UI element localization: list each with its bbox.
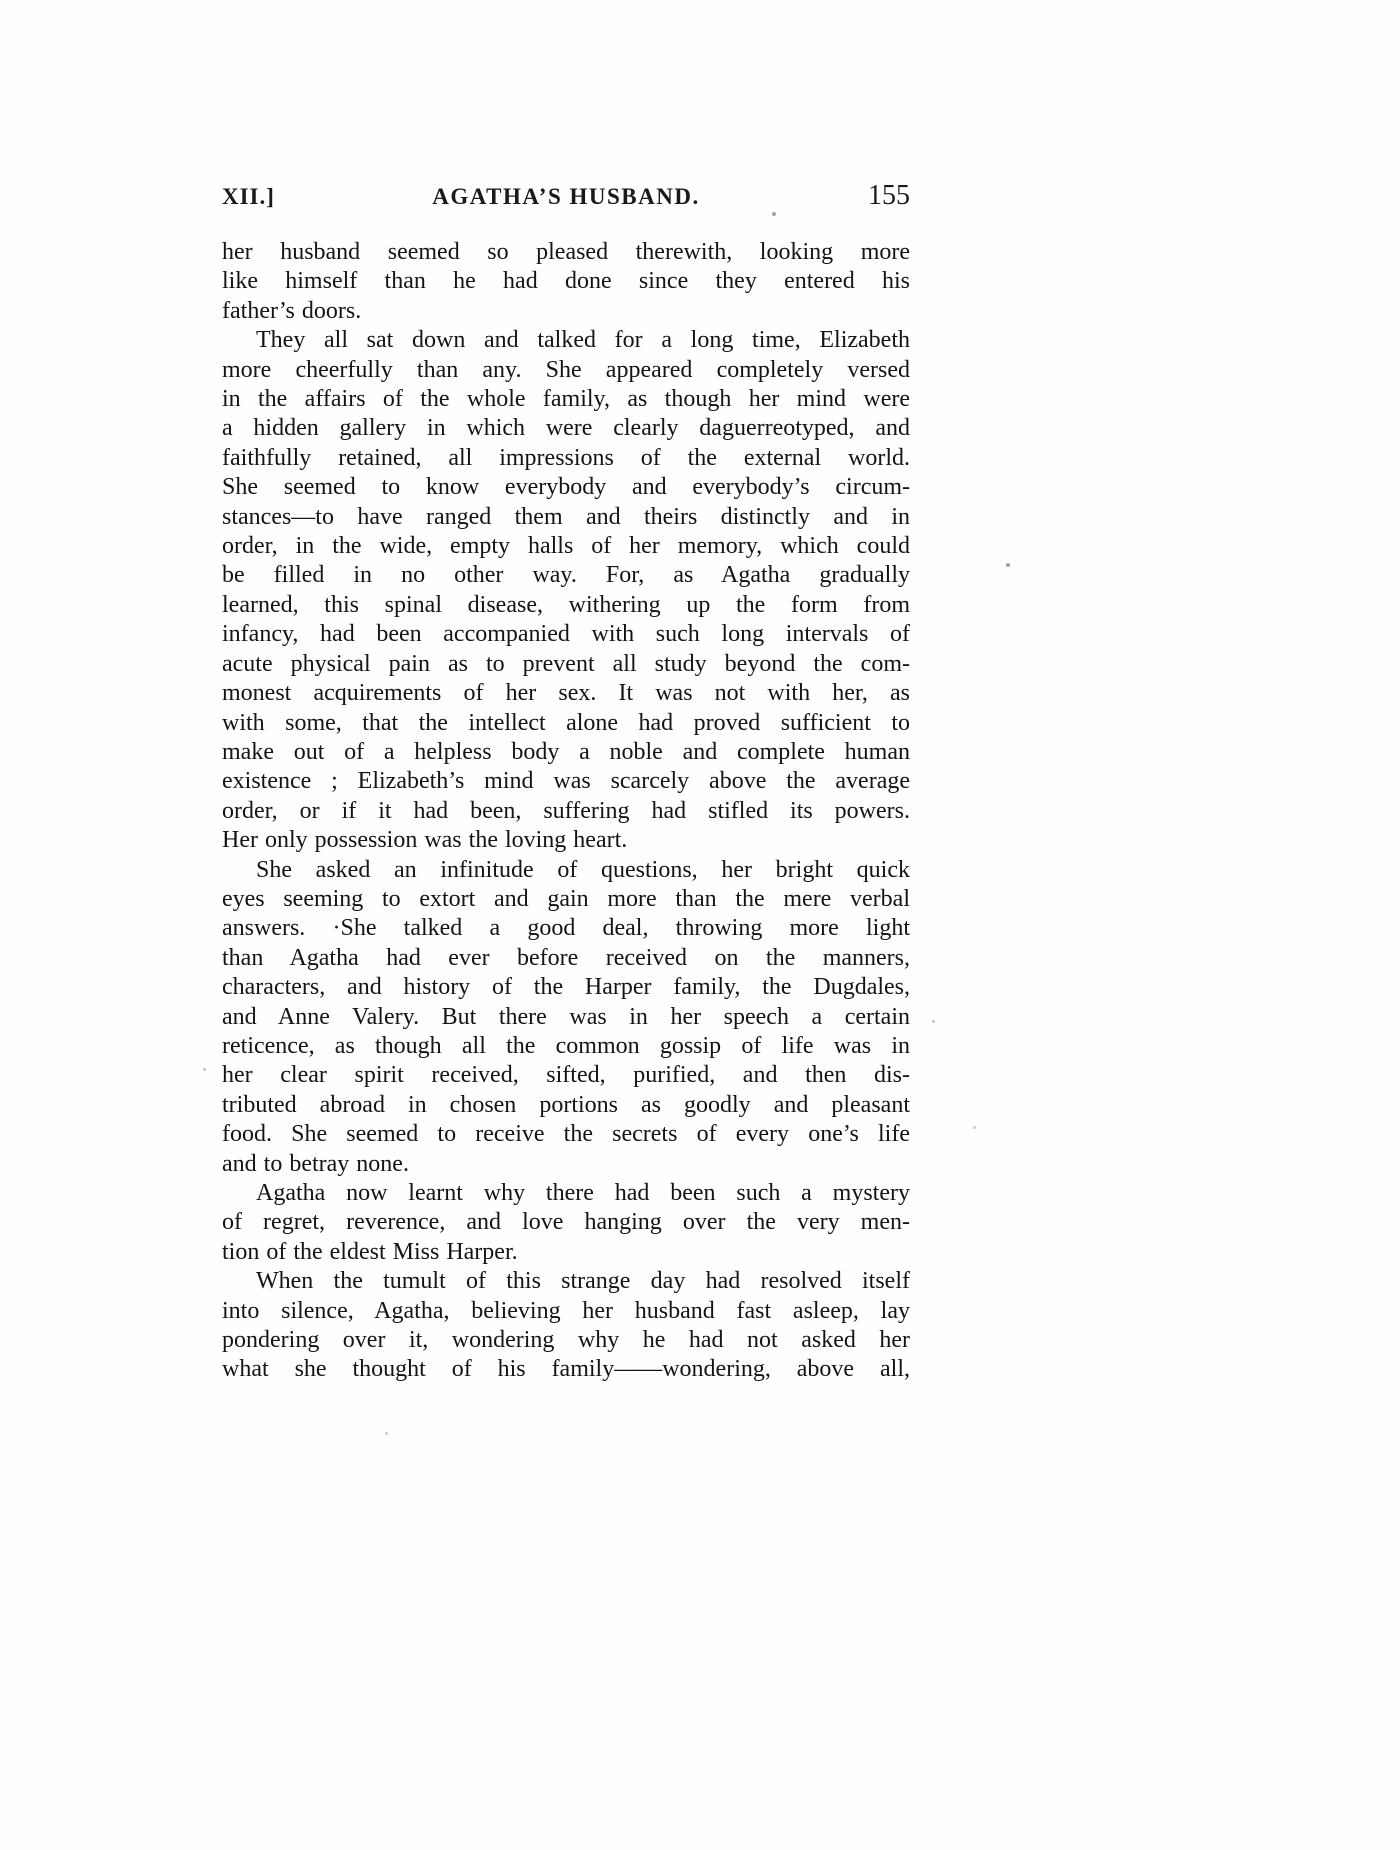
text-line: order, in the wide, empty halls of her memory, which could (222, 533, 910, 560)
scan-speck (385, 1432, 388, 1435)
text-line: tributed abroad in chosen portions as goodly and pleasant (222, 1091, 910, 1118)
text-line: They all sat down and talked for a long time, Elizabeth (256, 327, 910, 354)
page-number: 155 (868, 180, 910, 211)
scan-speck (973, 1126, 976, 1129)
text-line: father’s doors. (222, 297, 362, 324)
text-line: answers. ·She talked a good deal, throwing more light (222, 915, 910, 942)
text-line: She seemed to know everybody and everybody’s circum- (222, 474, 910, 501)
paragraph (222, 326, 910, 855)
text-line: acute physical pain as to prevent all study beyond the com- (222, 650, 910, 677)
text-line: She asked an infinitude of questions, her bright quick (256, 856, 910, 883)
paragraph (222, 238, 910, 326)
text-line: monest acquirements of her sex. It was not with her, as (222, 680, 910, 707)
text-line: more cheerfully than any. She appeared completely versed (222, 356, 910, 383)
scan-speck (1006, 563, 1010, 567)
text-line: When the tumult of this strange day had resolved itself (256, 1268, 910, 1295)
text-line: her clear spirit received, sifted, purified, and then dis- (222, 1062, 910, 1089)
text-line: Agatha now learnt why there had been such a mystery (256, 1180, 910, 1206)
text-line: a hidden gallery in which were clearly daguerreotyped, and (222, 415, 910, 442)
text-line: and Anne Valery. But there was in her speech a certain (222, 1003, 910, 1030)
text-line: and to betray none. (222, 1150, 409, 1177)
text-line: characters, and history of the Harper family, the Dugdales, (222, 974, 910, 1001)
text-line: order, or if it had been, suffering had stifled its powers. (222, 797, 910, 824)
paragraph (222, 1267, 910, 1385)
text-column (222, 180, 910, 1385)
paragraph (222, 1179, 910, 1267)
text-line: what she thought of his family——wondering, above all, (222, 1356, 910, 1383)
text-line: Her only possession was the loving heart. (222, 827, 628, 854)
scan-speck (932, 1020, 935, 1023)
text-line: make out of a helpless body a noble and complete human (222, 738, 910, 765)
text-line: into silence, Agatha, believing her husband fast asleep, lay (222, 1297, 910, 1324)
text-line: her husband seemed so pleased therewith, looking more (222, 239, 910, 265)
running-title: AGATHA’S HUSBAND. (432, 184, 700, 209)
text-line: existence ; Elizabeth’s mind was scarcely above the average (222, 768, 910, 795)
text-line: learned, this spinal disease, withering up the form from (222, 591, 910, 618)
scan-speck (772, 212, 776, 216)
text-line: tion of the eldest Miss Harper. (222, 1238, 518, 1265)
text-line: pondering over it, wondering why he had not asked her (222, 1327, 910, 1354)
text-line: eyes seeming to extort and gain more than the mere verbal (222, 885, 910, 912)
paragraph (222, 856, 910, 1179)
text-line: faithfully retained, all impressions of the external world. (222, 444, 910, 471)
text-line: infancy, had been accompanied with such long intervals of (222, 621, 910, 648)
text-line: like himself than he had done since they entered his (222, 268, 910, 295)
text-line: food. She seemed to receive the secrets of every one’s life (222, 1121, 910, 1148)
text-line: in the affairs of the whole family, as though her mind were (222, 386, 910, 413)
scan-speck (203, 1068, 206, 1071)
text-line: stances—to have ranged them and theirs distinctly and in (222, 503, 910, 530)
text-line: than Agatha had ever before received on the manners, (222, 944, 910, 971)
chapter-label: XII.] (222, 184, 275, 209)
page-body (222, 238, 910, 1385)
text-line: with some, that the intellect alone had proved sufficient to (222, 709, 910, 736)
text-line: of regret, reverence, and love hanging over the very men- (222, 1209, 910, 1236)
text-line: be filled in no other way. For, as Agatha gradually (222, 562, 910, 589)
text-line: reticence, as though all the common gossip of life was in (222, 1032, 910, 1059)
page-header (222, 180, 910, 214)
